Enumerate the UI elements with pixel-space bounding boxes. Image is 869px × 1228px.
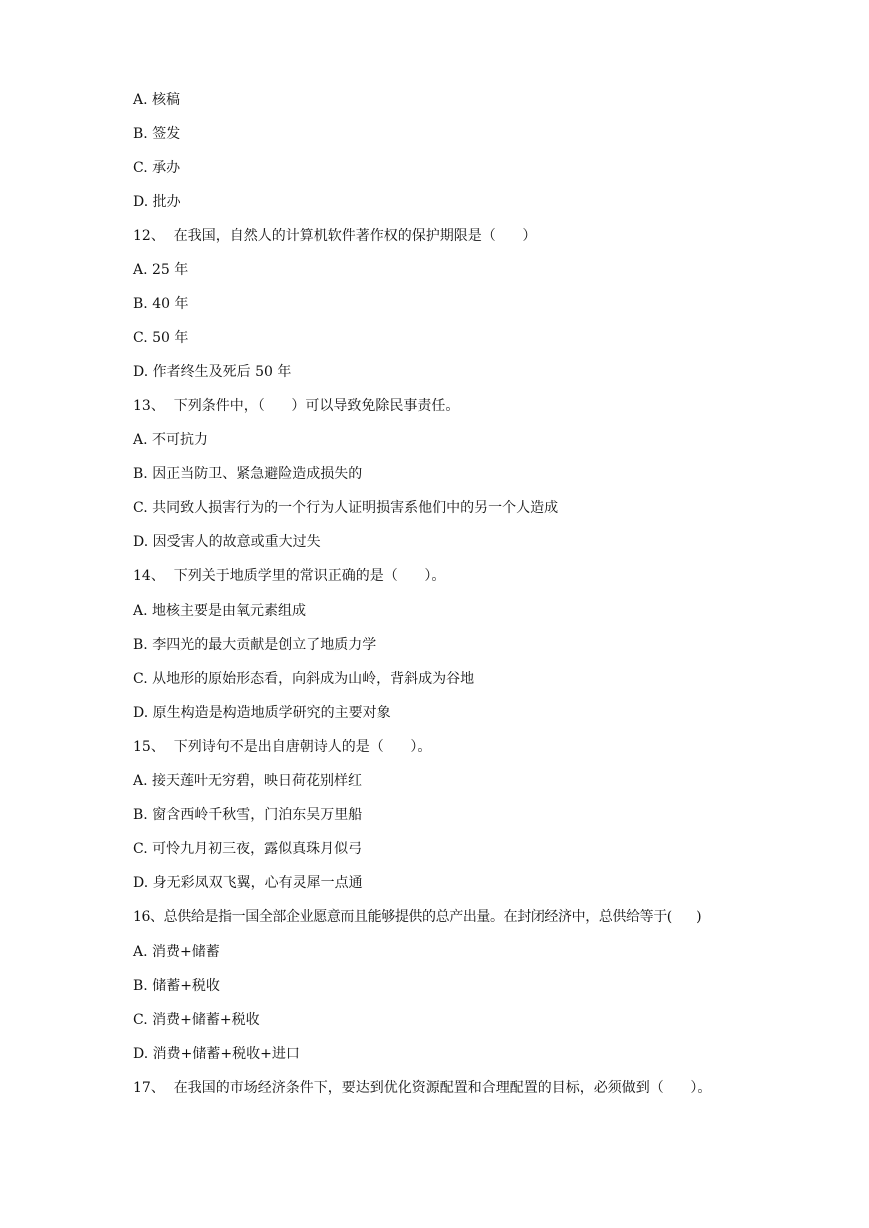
question-17: 17、 在我国的市场经济条件下，要达到优化资源配置和合理配置的目标，必须做到（ ）。 bbox=[133, 1080, 712, 1096]
option-line: D. 批办 bbox=[133, 194, 181, 210]
option-line: B. 窗含西岭千秋雪，门泊东吴万里船 bbox=[133, 807, 363, 823]
option-line: C. 可怜九月初三夜，露似真珠月似弓 bbox=[133, 841, 363, 857]
option-line: D. 作者终生及死后 50 年 bbox=[133, 364, 292, 380]
option-line: C. 消费+储蓄+税收 bbox=[133, 1012, 260, 1028]
option-line: C. 从地形的原始形态看，向斜成为山岭，背斜成为谷地 bbox=[133, 671, 475, 687]
question-14: 14、 下列关于地质学里的常识正确的是（ ）。 bbox=[133, 568, 446, 584]
question-16: 16、总供给是指一国全部企业愿意而且能够提供的总产出量。在封闭经济中，总供给等于( ) bbox=[133, 909, 702, 925]
option-line: A. 核稿 bbox=[133, 92, 181, 108]
option-line: A. 25 年 bbox=[133, 262, 189, 278]
option-line: D. 消费+储蓄+税收+进口 bbox=[133, 1046, 300, 1062]
option-line: A. 消费+储蓄 bbox=[133, 944, 220, 960]
option-line: D. 身无彩凤双飞翼，心有灵犀一点通 bbox=[133, 875, 363, 891]
option-line: C. 承办 bbox=[133, 160, 181, 176]
option-line: A. 不可抗力 bbox=[133, 432, 209, 448]
option-line: B. 李四光的最大贡献是创立了地质力学 bbox=[133, 637, 377, 653]
option-line: B. 40 年 bbox=[133, 296, 189, 312]
question-12: 12、 在我国，自然人的计算机软件著作权的保护期限是（ ） bbox=[133, 228, 537, 244]
option-line: B. 因正当防卫、紧急避险造成损失的 bbox=[133, 466, 363, 482]
option-line: C. 共同致人损害行为的一个行为人证明损害系他们中的另一个人造成 bbox=[133, 500, 559, 516]
option-line: A. 接天莲叶无穷碧，映日荷花别样红 bbox=[133, 773, 363, 789]
option-line: A. 地核主要是由氧元素组成 bbox=[133, 603, 307, 619]
question-13: 13、 下列条件中，（ ）可以导致免除民事责任。 bbox=[133, 398, 460, 414]
option-line: D. 因受害人的故意或重大过失 bbox=[133, 534, 321, 550]
option-line: B. 签发 bbox=[133, 126, 181, 142]
option-line: C. 50 年 bbox=[133, 330, 189, 346]
option-line: D. 原生构造是构造地质学研究的主要对象 bbox=[133, 705, 391, 721]
option-line: B. 储蓄+税收 bbox=[133, 978, 220, 994]
question-15: 15、 下列诗句不是出自唐朝诗人的是（ ）。 bbox=[133, 739, 432, 755]
